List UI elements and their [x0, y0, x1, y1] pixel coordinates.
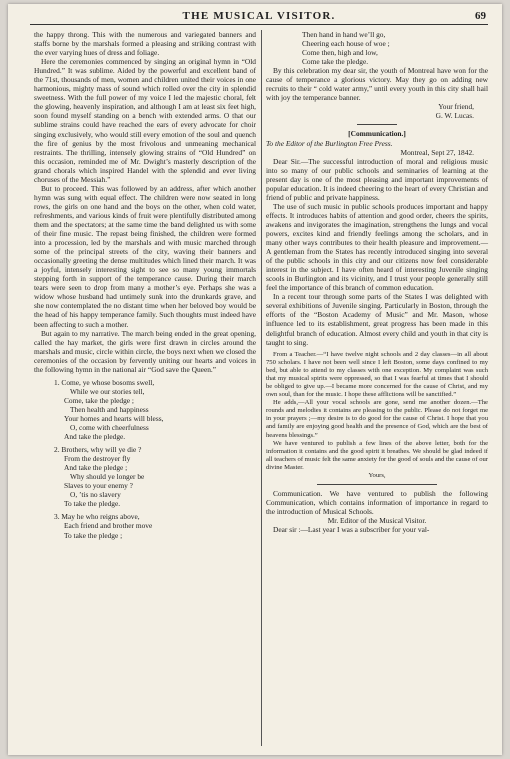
letter-excerpt: From a Teacher.—“I have twelve night schools and 2 day classes—in all about 750 scholars. I have not been well since I left Boston, some days confined to my bed, but able to attend to my classes with one exception. My complaint was such that my musical spirits were oppressed, so that I was fearful at times that I should be obliged to give up.—I became more concerned for the cause of Christ, and my own soul, than for the music. I hope these afflictions will be sanctified.” — [266, 350, 488, 399]
paragraph: The use of such music in public schools produces important and happy effects. It introduces habits of attention and good order, cheers the spirits, awakens and invigorates the imagination, strengthens the lungs and vocal powers, excites kind and friendly feelings among the scholars, and in many other ways contributes to their health pleasure and improvement.—A gentleman from the States has recently introduced singing into several of the public schools in this city and our citizens now feel considerable interest in the subject. I have often heard of interesting Juvenile singing scools in Burlington and its vicinity, and I trust your people generally still feel the importance of this branch of common education. — [266, 201, 488, 293]
page-number: 69 — [475, 10, 486, 22]
dateline: Montreal, Sept 27, 1842. — [400, 147, 474, 157]
section-heading: [Communication.] — [348, 129, 406, 139]
hymn-line: O, ’tis no slavery — [70, 490, 121, 500]
address-line: To the Editor of the Burlington Free Press. — [266, 138, 393, 148]
paragraph: But to proceed. This was followed by an address, after which another hymn was sung with equal effect. The children were now seated in long rows, the girls on one hand and the boys on the other, when cold water, refreshments, and various kinds of fruit were plentifully distributed among them and the spectators; at the same time the band delighted us with some of their fine music. The repast being finished, the children were formed into a procession, led by the marshals and with music marched through some of the principal streets of the city, waving their banners and occasionally greeting the dense multitudes which lined their march. It was a joyful, intensely interesting sight to see so many young immortals stepping forth in support of the temperance cause. During their march tears were seen to drop from many a mother’s eye. Perhaps she was a widow whose husband had untimely sunk into the drunkards grave, and she now contemplated the no distant time when her beloved boy would be the head of his happy temperance family. Such thoughts must indeed have been affecting to such a mother. — [34, 183, 256, 329]
hymn-line: Then health and happiness — [70, 404, 149, 414]
hymn-line: To take the pledge ; — [64, 530, 123, 540]
paragraph: Here the ceremonies commenced by singing an original hymn in “Old Hundred.” It was sublime. Aided by the powerful and excellent band of the 71st, thousands of men, women and children united their voices in one harmonious, mighty mass of sound which rolled over the city in splendid sweetness. With the full power of my voice I led the majestic choral, felt the glowing, heavenly inspiration, and although I am at least six feet high, soon found myself standing on a bench with extended arms. O that our sublime strains could have reached the ears of every advocate for choir singing exclusively, who would still every emotion of the soul and quench the fire of genius by the most frivolous and unmeaning mechanical restraints. The thrilling, intensely glowing strains of “Old Hundred” on this occasion, reminded me of Mr. Dwight’s masterly description of the grand chorals which inspired Handel with the splendid and ever living choruses of the Messiah.” — [34, 57, 256, 184]
paragraph: Communication. We have ventured to publish the following Communication, which contains information of importance in regard to the introduction of Musical Schools. — [266, 489, 488, 517]
hymn-line: Come then, high and low, — [302, 48, 378, 58]
left-column — [34, 30, 256, 540]
right-column — [266, 30, 488, 534]
hymn-line: 2. Brothers, why will ye die ? — [54, 445, 142, 455]
hymn-line: While we our stories tell, — [70, 386, 145, 396]
hymn-line: Each friend and brother move — [64, 521, 153, 531]
hymn-line: Come take the pledge. — [302, 57, 369, 67]
hymn-line: From the destroyer fly — [64, 454, 131, 464]
hymn-line: Why should ye longer be — [70, 472, 145, 482]
hymn-line: Your homes and hearts will bless, — [64, 413, 164, 423]
column-divider — [261, 30, 262, 746]
paragraph: In a recent tour through some parts of the States I was delighted with several exhibitions of Juvenile singing. Particularly in Boston, through the efforts of the “Boston Academy of Music” and Mr. Mason, whose influence led to its establishment, great progress has been made in this delightful branch of education. Almost every child and youth in that city is taught to sing. — [266, 292, 488, 347]
paragraph: Dear Sir.—The successful introduction of moral and religious music into so many of our public schools and seminaries of learning at the present day is one of the most pleasing and important improvements of popular education. It is indeed cheering to the heart of every Christian and friend of public and private happiness. — [266, 156, 488, 202]
paragraph: By this celebration my dear sir, the youth of Montreal have won for the cause of temperance a glorious victory. May they go on adding new recruits to their “ cold water army,” until every youth in this city shall hail with joy the temperance banner. — [266, 66, 488, 103]
letter-excerpt: He adds,—All your vocal schools are gone, send me another dozen.—The rounds and melodies it contains are pleasing to the public. Please do not forget me in your prayers ;—my desire is to do good for the cause of Christ. I hope that you and family are enjoying good health and the presence of God, which are the best of heavens blessings.” — [266, 399, 488, 439]
paragraph: But again to my narrative. The march being ended in the great opening, called the hay market, the girls were first drawn in circles around the marshals and music, circle within circle, the boys next when we closed the ceremonies of the occasion by fervently uniting our hearts and voices in the following hymn in the national air “God save the Queen.” — [34, 328, 256, 374]
hymn-line: Come, take the pledge ; — [64, 395, 134, 405]
hymn-line: And take the pledge. — [64, 432, 126, 442]
letter-excerpt: We have ventured to publish a few lines of the above letter, both for the information it contains and the good spirit it breathes. We should be glad indeed if all teachers of music felt the same anxiety for the good of souls and the cause of our divine Master. — [266, 439, 488, 471]
page-header — [30, 10, 488, 25]
closing: Your friend, — [438, 102, 474, 112]
paragraph: Dear sir :—Last year I was a subscriber for your val- — [273, 525, 430, 535]
salutation: Mr. Editor of the Musical Visitor. — [327, 516, 427, 526]
page-title: THE MUSICAL VISITOR. — [182, 10, 336, 22]
newspaper-page — [8, 4, 502, 755]
hymn-line: Then hand in hand we’ll go, — [302, 30, 386, 39]
hymn-line: And take the pledge ; — [64, 463, 128, 473]
hymn-line: 1. Come, ye whose bosoms swell, — [54, 377, 155, 387]
hymn-line: Slaves to your enemy ? — [64, 481, 133, 491]
hymn-line: 3. May he who reigns above, — [54, 512, 140, 522]
hymn-line: O, come with cheerfulness — [70, 423, 149, 433]
hymn-line: Cheering each house of woe ; — [302, 39, 390, 49]
paragraph: the happy throng. This with the numerous and variegated banners and staffs borne by the marshals formed a pleasing and striking contrast with the ever varying hues of dress and foliage. — [34, 30, 256, 58]
sign-off: Yours, — [368, 472, 386, 479]
hymn — [34, 378, 256, 540]
hymn-line: To take the pledge. — [64, 499, 121, 509]
signature: G. W. Lucas. — [435, 111, 474, 121]
